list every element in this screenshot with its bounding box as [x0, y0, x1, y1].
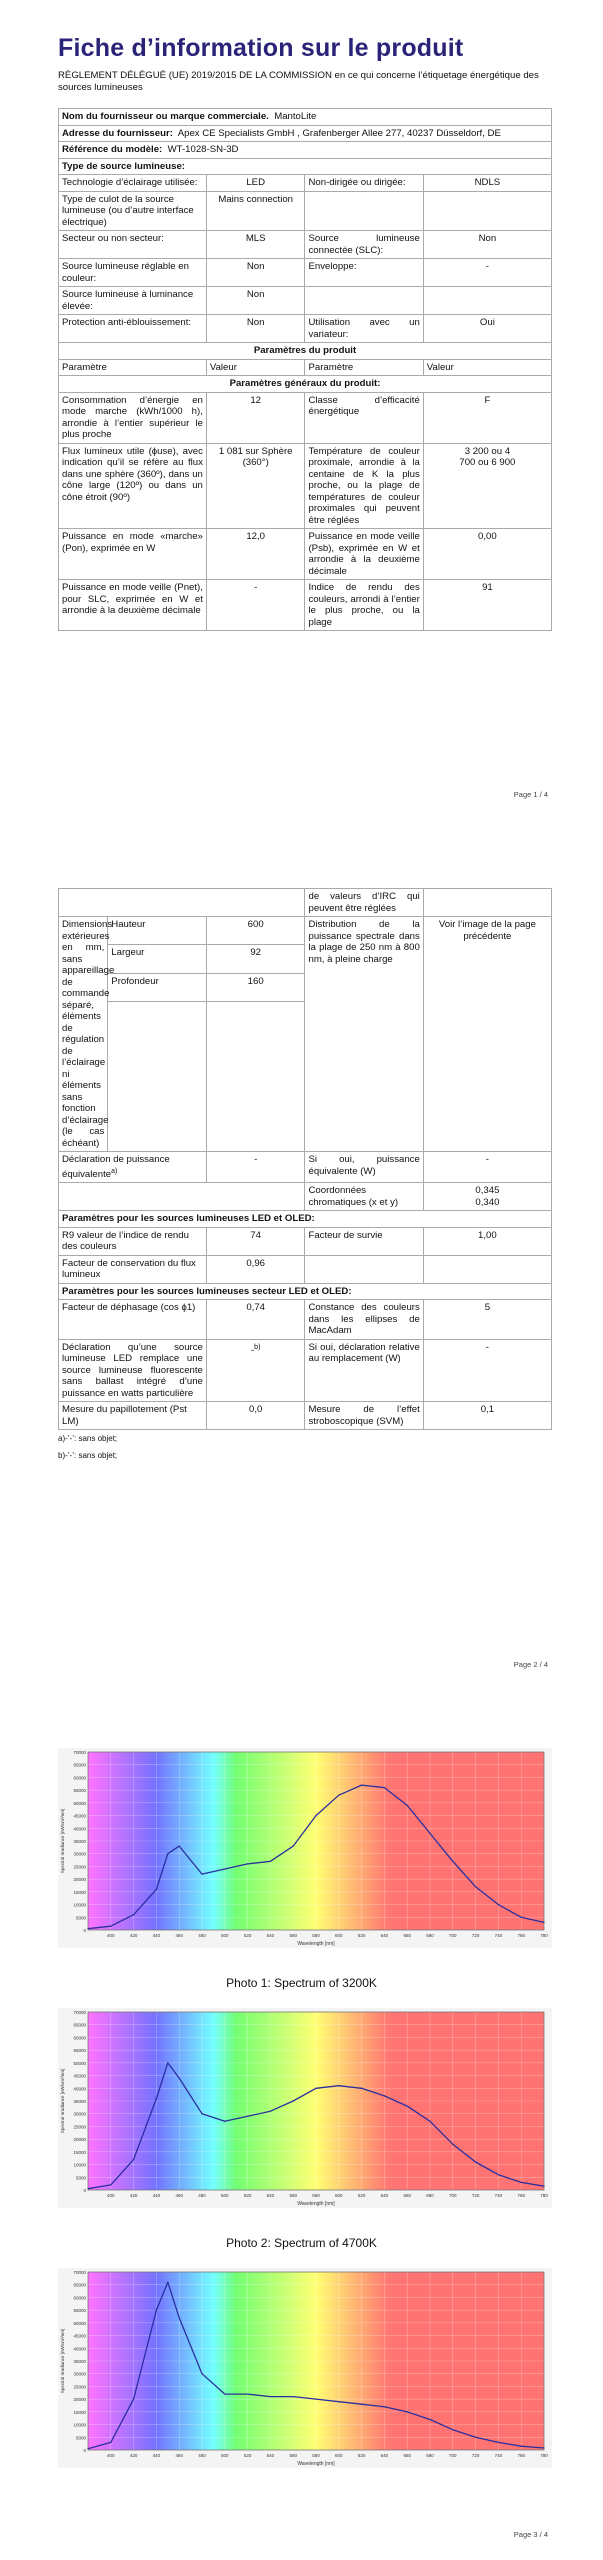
- data-point: [247, 2116, 248, 2117]
- supplier-label: Nom du fournisseur ou marque commerciale.: [62, 111, 269, 122]
- replacement-value: -: [423, 1339, 551, 1402]
- x-tick-label: 460: [175, 2453, 183, 2458]
- y-axis-label: Spectral Irradiance [nW/cm²/nm]: [60, 2328, 65, 2394]
- data-point: [156, 1889, 157, 1890]
- x-tick-label: 480: [198, 1933, 206, 1938]
- x-tick-label: 720: [471, 2193, 480, 2198]
- replacement-decl-value: [206, 1339, 305, 1402]
- x-tick-label: 740: [494, 2193, 503, 2198]
- data-point: [452, 2429, 453, 2430]
- power-factor-value: 0,74: [206, 1300, 305, 1340]
- data-point: [110, 1926, 111, 1927]
- cct-label: Température de couleur proximale, arrondie à la centaine de K la plus proche, ou la plage de températures de couleur proximales qui peuvent être réglées: [305, 443, 423, 529]
- dim-depth-value: 160: [206, 973, 305, 1001]
- data-point: [407, 2105, 408, 2106]
- y-tick-label: 0: [83, 2188, 86, 2193]
- y-tick-label: 30000: [73, 1851, 86, 1857]
- connected-label: Source lumineuse connectée (SLC):: [305, 231, 423, 259]
- directional-label: Non-dirigée ou dirigée:: [305, 175, 423, 192]
- data-point: [543, 2186, 544, 2187]
- y-tick-label: 25000: [73, 1864, 86, 1870]
- x-tick-label: 440: [152, 2453, 161, 2458]
- x-tick-label: 780: [540, 2453, 548, 2458]
- y-tick-label: 55000: [73, 2048, 86, 2054]
- y-tick-label: 65000: [73, 2022, 86, 2028]
- dim-height-label: Hauteur: [108, 917, 207, 945]
- chart-caption-2: Photo 2: Spectrum of 4700K: [226, 2236, 377, 2250]
- data-point: [167, 2062, 168, 2063]
- y-tick-label: 45000: [73, 2073, 86, 2079]
- on-mode-power-value: 12,0: [206, 529, 305, 580]
- mains-value: MLS: [206, 231, 305, 259]
- spectrum-chart-3-svg: [58, 2268, 552, 2468]
- chromaticity-value: [423, 1183, 551, 1211]
- data-point: [452, 1861, 453, 1862]
- flicker-value: 0,0: [206, 1402, 305, 1430]
- data-point: [293, 2396, 294, 2397]
- macadam-value: 5: [423, 1300, 551, 1340]
- x-tick-label: 700: [449, 1933, 457, 1938]
- footnote-a-ref: a): [111, 1167, 118, 1175]
- cct-value: [423, 443, 551, 529]
- x-tick-label: 760: [517, 1933, 525, 1938]
- data-point: [475, 2437, 476, 2438]
- x-tick-label: 420: [129, 2453, 138, 2458]
- x-tick-label: 760: [517, 2193, 525, 2198]
- luminous-flux-value: 1 081 sur Sphère (360°): [206, 443, 305, 529]
- cri-label: Indice de rendu des couleurs, arrondi à l’entier le plus proche, ou la plage: [305, 580, 423, 631]
- data-point: [156, 2098, 157, 2099]
- spectrum-chart-3: [58, 2268, 552, 2468]
- x-tick-label: 760: [517, 2453, 525, 2458]
- data-point: [384, 2095, 385, 2096]
- y-tick-label: 25000: [73, 2124, 86, 2130]
- data-point: [361, 2088, 362, 2089]
- x-tick-label: 700: [449, 2453, 457, 2458]
- macadam-label: Constance des couleurs dans les ellipses de MacAdam: [305, 1300, 423, 1340]
- x-tick-label: 640: [380, 2193, 389, 2198]
- replacement-decl-dash: -: [250, 1344, 255, 1356]
- x-tick-label: 420: [129, 2193, 138, 2198]
- y-tick-label: 30000: [73, 2111, 86, 2117]
- x-tick-label: 540: [266, 2453, 275, 2458]
- data-point: [179, 2078, 180, 2079]
- data-point: [224, 2393, 225, 2394]
- x-tick-label: 480: [198, 2453, 206, 2458]
- x-tick-label: 660: [403, 2193, 411, 2198]
- x-tick-label: 720: [471, 2453, 480, 2458]
- y-tick-label: 5000: [75, 2175, 86, 2181]
- networked-standby-label: Puissance en mode veille (Pnet), pour SLC, exprimée en W et arrondie à la deuxième décimale: [59, 580, 207, 631]
- address-value: Apex CE Specialists GmbH , Grafenberger Allee 277, 40237 Düsseldorf, DE: [177, 127, 501, 139]
- x-tick-label: 780: [540, 2193, 548, 2198]
- dimmable-label: Utilisation avec un variateur:: [305, 315, 423, 343]
- replacement-decl-label: Déclaration qu’une source lumineuse LED remplace une source lumineuse fluorescente sans ballast intégré d’une puissance en watts particulière: [59, 1339, 207, 1402]
- x-tick-label: 600: [335, 2193, 343, 2198]
- data-point: [110, 2442, 111, 2443]
- power-factor-label: Facteur de déphasage (cos ϕ1): [59, 1300, 207, 1340]
- spectrum-chart-1: [58, 1748, 552, 1948]
- model-value: WT-1028-SN-3D: [167, 144, 239, 155]
- y-tick-label: 40000: [73, 2346, 86, 2352]
- y-tick-label: 65000: [73, 1762, 86, 1768]
- colour-tunable-label: Source lumineuse réglable en couleur:: [59, 259, 207, 287]
- data-point: [452, 2144, 453, 2145]
- x-tick-label: 620: [357, 1933, 366, 1938]
- r9-value: 74: [206, 1227, 305, 1255]
- y-tick-label: 70000: [73, 2010, 86, 2015]
- x-tick-label: 620: [357, 2193, 366, 2198]
- data-point: [543, 2447, 544, 2448]
- data-point: [201, 1873, 202, 1874]
- dimmable-value: Oui: [423, 315, 551, 343]
- data-point: [133, 2399, 134, 2400]
- address-row: [59, 125, 552, 142]
- y-tick-label: 5000: [75, 2435, 86, 2441]
- y-tick-label: 5000: [75, 1915, 86, 1921]
- survival-value: 1,00: [423, 1227, 551, 1255]
- y-tick-label: 45000: [73, 2333, 86, 2339]
- envelope-label: Enveloppe:: [305, 259, 423, 287]
- col-param-2: Paramètre: [305, 359, 423, 376]
- anti-glare-value: Non: [206, 315, 305, 343]
- cri-range-continued: de valeurs d’IRC qui peuvent être réglées: [305, 889, 423, 917]
- y-tick-label: 50000: [73, 1800, 86, 1806]
- y-tick-label: 70000: [73, 2270, 86, 2275]
- r9-label: R9 valeur de l’indice de rendu des couleurs: [59, 1227, 207, 1255]
- x-tick-label: 740: [494, 1933, 503, 1938]
- x-tick-label: 440: [152, 1933, 161, 1938]
- x-tick-label: 600: [335, 1933, 343, 1938]
- footnote-b: b)-’-’: sans objet;: [58, 1451, 118, 1460]
- y-tick-label: 40000: [73, 1826, 86, 1832]
- data-point: [338, 1795, 339, 1796]
- data-point: [475, 2161, 476, 2162]
- x-tick-label: 400: [107, 1933, 115, 1938]
- params-header: Paramètres du produit: [59, 343, 552, 360]
- data-point: [543, 1922, 544, 1923]
- data-point: [156, 2310, 157, 2311]
- chromaticity-label: Coordonnées chromatiques (x et y): [305, 1183, 423, 1211]
- data-point: [224, 2121, 225, 2122]
- col-value: Valeur: [206, 359, 305, 376]
- page-footer: Page 1 / 4: [513, 790, 548, 799]
- data-point: [133, 2159, 134, 2160]
- chromaticity-x: 0,345: [475, 1185, 500, 1197]
- mains-led-header: Paramètres pour les sources lumineuses secteur LED et OLED:: [59, 1283, 552, 1300]
- y-tick-label: 55000: [73, 1788, 86, 1794]
- energy-consumption-label: Consommation d’énergie en mode marche (kWh/1000 h), arrondie à l’entier supérieur le plus proche: [59, 392, 207, 443]
- data-point: [315, 2088, 316, 2089]
- technology-label: Technologie d’éclairage utilisée:: [59, 175, 207, 192]
- y-axis-label: Spectral Irradiance [nW/cm²/nm]: [60, 2068, 65, 2134]
- high-luminance-value: Non: [206, 287, 305, 315]
- dim-height-value: 600: [206, 917, 305, 945]
- directional-value: NDLS: [423, 175, 551, 192]
- dim-width-value: 92: [206, 945, 305, 973]
- spectrum-chart-2-svg: [58, 2008, 552, 2208]
- x-tick-label: 520: [243, 2193, 252, 2198]
- product-info-table-continued: [58, 888, 552, 1430]
- x-tick-label: 400: [107, 2453, 115, 2458]
- connected-value: Non: [423, 231, 551, 259]
- cct-value-line1: 3 200 ou 4: [464, 445, 511, 457]
- data-point: [338, 2401, 339, 2402]
- regulation-text: RÈGLEMENT DÉLÉGUÉ (UE) 2019/2015 DE LA COMMISSION en ce qui concerne l’étiquetage énergétique des sources lumineuses: [58, 70, 539, 93]
- y-tick-label: 10000: [73, 1902, 86, 1908]
- dim-depth-label: Profondeur: [108, 973, 207, 1001]
- product-info-table: [58, 108, 552, 631]
- cap-type-value: Mains connection: [206, 191, 305, 231]
- y-tick-label: 60000: [73, 1775, 86, 1781]
- y-tick-label: 15000: [73, 1889, 86, 1895]
- y-tick-label: 55000: [73, 2308, 86, 2314]
- data-point: [315, 2399, 316, 2400]
- data-point: [498, 2442, 499, 2443]
- y-tick-label: 35000: [73, 2359, 86, 2364]
- equivalent-power-decl-value: -: [206, 1152, 305, 1183]
- data-point: [270, 2396, 271, 2397]
- y-tick-label: 70000: [73, 1750, 86, 1755]
- data-point: [498, 1904, 499, 1905]
- equivalent-power-label: Si oui, puissance équivalente (W): [305, 1152, 423, 1183]
- general-header: Paramètres généraux du produit:: [59, 376, 552, 393]
- luminous-flux-label: Flux lumineux utile (ϕuse), avec indication qu’il se réfère au flux dans une sphère (360º), dans un cône large (120º) ou dans un cône étroit (90º): [59, 443, 207, 529]
- data-point: [201, 2113, 202, 2114]
- stroboscopic-value: 0,1: [423, 1402, 551, 1430]
- data-point: [247, 1863, 248, 1864]
- model-row: [59, 142, 552, 159]
- energy-class-value: F: [423, 392, 551, 443]
- x-tick-label: 580: [312, 2453, 320, 2458]
- y-tick-label: 40000: [73, 2086, 86, 2092]
- y-tick-label: 50000: [73, 2320, 86, 2326]
- x-tick-label: 540: [266, 2193, 275, 2198]
- data-point: [384, 2406, 385, 2407]
- x-tick-label: 640: [380, 1933, 389, 1938]
- supplier-row: [59, 109, 552, 126]
- y-tick-label: 50000: [73, 2060, 86, 2066]
- page-title: Fiche d’information sur le produit: [58, 34, 464, 62]
- colour-tunable-value: Non: [206, 259, 305, 287]
- x-tick-label: 500: [221, 1933, 229, 1938]
- supplier-value: MantoLite: [274, 111, 317, 122]
- data-point: [293, 1845, 294, 1846]
- model-label: Référence du modèle:: [62, 144, 163, 155]
- on-mode-power-label: Puissance en mode «marche» (Pon), exprimée en W: [59, 529, 207, 580]
- x-tick-label: 740: [494, 2453, 503, 2458]
- data-point: [429, 1833, 430, 1834]
- x-axis-label: Wavelength [nm]: [297, 1941, 335, 1947]
- address-label: Adresse du fournisseur:: [62, 127, 173, 139]
- data-point: [270, 1861, 271, 1862]
- data-point: [521, 1917, 522, 1918]
- y-tick-label: 60000: [73, 2035, 86, 2041]
- y-tick-label: 20000: [73, 2137, 86, 2143]
- flux-maintenance-label: Facteur de conservation du flux lumineux: [59, 1255, 207, 1283]
- spd-label: Distribution de la puissance spectrale dans la plage de 250 nm à 800 nm, à pleine charge: [305, 917, 423, 1152]
- data-point: [429, 2419, 430, 2420]
- x-tick-label: 480: [198, 2193, 206, 2198]
- equivalent-power-decl-label: [59, 1152, 207, 1183]
- envelope-value: -: [423, 259, 551, 287]
- equivalent-power-value: -: [423, 1152, 551, 1183]
- x-tick-label: 540: [266, 1933, 275, 1938]
- led-header: Paramètres pour les sources lumineuses LED et OLED:: [59, 1211, 552, 1228]
- y-tick-label: 30000: [73, 2371, 86, 2377]
- page-footer: Page 2 / 4: [513, 1660, 548, 1669]
- x-tick-label: 680: [426, 1933, 434, 1938]
- x-tick-label: 460: [175, 1933, 183, 1938]
- data-point: [407, 2411, 408, 2412]
- data-point: [498, 2174, 499, 2175]
- x-tick-label: 680: [426, 2193, 434, 2198]
- x-tick-label: 500: [221, 2193, 229, 2198]
- high-luminance-label: Source lumineuse à luminance élevée:: [59, 287, 207, 315]
- flux-maintenance-value: 0,96: [206, 1255, 305, 1283]
- x-tick-label: 600: [335, 2453, 343, 2458]
- x-tick-label: 720: [471, 1933, 480, 1938]
- x-tick-label: 580: [312, 1933, 320, 1938]
- x-tick-label: 640: [380, 2453, 389, 2458]
- data-point: [293, 2100, 294, 2101]
- x-tick-label: 520: [243, 2453, 252, 2458]
- x-axis-label: Wavelength [nm]: [297, 2201, 335, 2207]
- page-footer: Page 3 / 4: [513, 2530, 548, 2539]
- survival-label: Facteur de survie: [305, 1227, 423, 1255]
- data-point: [315, 1815, 316, 1816]
- data-point: [407, 1805, 408, 1806]
- page-1: [0, 0, 603, 820]
- dim-width-label: Largeur: [108, 945, 207, 973]
- page-2: [0, 820, 603, 1690]
- spd-value: Voir l’image de la page précédente: [423, 917, 551, 1152]
- x-axis-label: Wavelength [nm]: [297, 2461, 335, 2467]
- energy-consumption-value: 12: [206, 392, 305, 443]
- cct-value-line2: 700 ou 6 900: [459, 457, 516, 468]
- y-tick-label: 65000: [73, 2282, 86, 2288]
- y-tick-label: 45000: [73, 1813, 86, 1819]
- y-tick-label: 20000: [73, 1877, 86, 1883]
- data-point: [87, 1928, 88, 1929]
- replacement-label: Si oui, déclaration relative au remplacement (W): [305, 1339, 423, 1402]
- data-point: [247, 2393, 248, 2394]
- y-tick-label: 10000: [73, 2162, 86, 2168]
- y-tick-label: 35000: [73, 1839, 86, 1844]
- data-point: [110, 2184, 111, 2185]
- data-point: [167, 2282, 168, 2283]
- cri-value: 91: [423, 580, 551, 631]
- dimensions-label: Dimensions extérieures en mm, sans appareillage de commande séparé, éléments de régulation de l’éclairage ni éléments sans fonction d’éclairage (le cas échéant): [59, 917, 108, 1152]
- standby-power-value: 0,00: [423, 529, 551, 580]
- y-tick-label: 60000: [73, 2295, 86, 2301]
- data-point: [270, 2111, 271, 2112]
- x-tick-label: 560: [289, 1933, 297, 1938]
- x-tick-label: 780: [540, 1933, 548, 1938]
- data-point: [167, 1853, 168, 1854]
- stroboscopic-label: Mesure de l’effet stroboscopique (SVM): [305, 1402, 423, 1430]
- equivalent-power-decl-text: Déclaration de puissance équivalente: [62, 1154, 170, 1180]
- type-header: Type de source lumineuse:: [59, 158, 552, 175]
- data-point: [179, 1845, 180, 1846]
- col-value-2: Valeur: [423, 359, 551, 376]
- chromaticity-y: 0,340: [475, 1196, 500, 1208]
- y-tick-label: 15000: [73, 2409, 86, 2415]
- mains-label: Secteur ou non secteur:: [59, 231, 207, 259]
- footnotes: [58, 1430, 117, 1464]
- chart-caption-1: Photo 1: Spectrum of 3200K: [226, 1976, 377, 1990]
- technology-value: LED: [206, 175, 305, 192]
- networked-standby-value: -: [206, 580, 305, 631]
- x-tick-label: 680: [426, 2453, 434, 2458]
- x-tick-label: 660: [403, 1933, 411, 1938]
- col-param: Paramètre: [59, 359, 207, 376]
- x-tick-label: 440: [152, 2193, 161, 2198]
- anti-glare-label: Protection anti-éblouissement:: [59, 315, 207, 343]
- energy-class-label: Classe d’efficacité énergétique: [305, 392, 423, 443]
- y-tick-label: 0: [83, 2448, 86, 2453]
- data-point: [224, 1868, 225, 1869]
- data-point: [361, 2404, 362, 2405]
- spectrum-chart-1-svg: [58, 1748, 552, 1948]
- x-tick-label: 560: [289, 2453, 297, 2458]
- standby-power-label: Puissance en mode veille (Psb), exprimée en W et arrondie à la deuxième décimale: [305, 529, 423, 580]
- y-tick-label: 0: [83, 1928, 86, 1933]
- y-tick-label: 35000: [73, 2099, 86, 2104]
- x-tick-label: 620: [357, 2453, 366, 2458]
- data-point: [338, 2085, 339, 2086]
- data-point: [429, 2121, 430, 2122]
- data-point: [475, 1886, 476, 1887]
- data-point: [87, 2188, 88, 2189]
- data-point: [201, 2373, 202, 2374]
- footnote-b-ref: b): [254, 1343, 261, 1351]
- data-point: [87, 2448, 88, 2449]
- footnote-a: a)-’-’: sans objet;: [58, 1434, 118, 1443]
- y-tick-label: 20000: [73, 2397, 86, 2403]
- spectrum-chart-2: [58, 2008, 552, 2208]
- x-tick-label: 420: [129, 1933, 138, 1938]
- data-point: [384, 1787, 385, 1788]
- data-point: [521, 2182, 522, 2183]
- data-point: [179, 2317, 180, 2318]
- page-3: [0, 1690, 603, 2560]
- data-point: [133, 1914, 134, 1915]
- data-point: [521, 2446, 522, 2447]
- y-tick-label: 10000: [73, 2422, 86, 2428]
- y-axis-label: Spectral Irradiance [nW/cm²/nm]: [60, 1808, 65, 1874]
- y-tick-label: 15000: [73, 2149, 86, 2155]
- data-point: [361, 1784, 362, 1785]
- x-tick-label: 580: [312, 2193, 320, 2198]
- x-tick-label: 660: [403, 2453, 411, 2458]
- cap-type-label: Type de culot de la source lumineuse (ou d’autre interface électrique): [59, 191, 207, 231]
- x-tick-label: 560: [289, 2193, 297, 2198]
- flicker-label: Mesure du papillotement (Pst LM): [59, 1402, 207, 1430]
- x-tick-label: 520: [243, 1933, 252, 1938]
- x-tick-label: 400: [107, 2193, 115, 2198]
- x-tick-label: 700: [449, 2193, 457, 2198]
- y-tick-label: 25000: [73, 2384, 86, 2390]
- x-tick-label: 500: [221, 2453, 229, 2458]
- x-tick-label: 460: [175, 2193, 183, 2198]
